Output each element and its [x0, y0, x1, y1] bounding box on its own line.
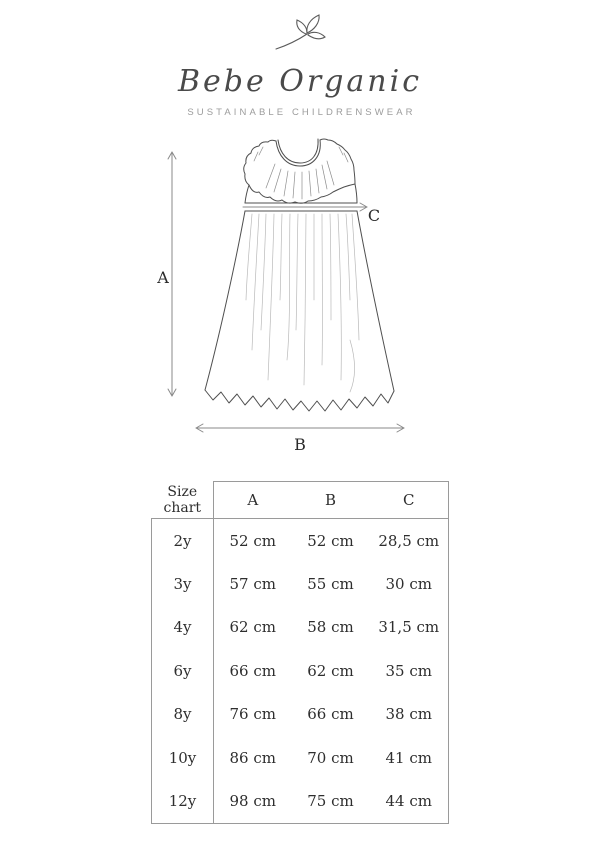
table-row	[152, 780, 449, 824]
table-row	[152, 562, 449, 606]
brand-tagline: SUSTAINABLE CHILDRENSWEAR	[187, 107, 416, 118]
size-label: 2y	[152, 519, 214, 563]
table-row	[152, 736, 449, 780]
measurement-c: 28,5 cm	[370, 519, 449, 563]
measurement-a: 76 cm	[229, 705, 276, 724]
measurement-a: 52 cm	[229, 531, 276, 550]
measurement-b: 70 cm	[307, 748, 354, 767]
table-row	[152, 606, 449, 650]
size-label: 12y	[152, 780, 214, 824]
measurement-arrow-a	[156, 152, 176, 396]
measurement-a: 86 cm	[229, 748, 276, 767]
measurement-a: 57 cm	[229, 574, 276, 593]
table-row	[152, 693, 449, 737]
measurement-arrow-c	[243, 203, 380, 225]
table-header-row	[152, 482, 449, 519]
size-label: 6y	[152, 649, 214, 693]
sprig-leaf-icon	[272, 12, 328, 54]
measurement-c: 38 cm	[370, 693, 449, 737]
measurement-b: 62 cm	[307, 661, 354, 680]
size-label: 8y	[152, 693, 214, 737]
measurement-b: 66 cm	[307, 705, 354, 724]
size-label: 4y	[152, 606, 214, 650]
brand-header	[0, 12, 600, 118]
table-row	[152, 649, 449, 693]
measurement-a: 66 cm	[229, 661, 276, 680]
measurement-a: 98 cm	[214, 780, 292, 824]
measurement-c: 30 cm	[370, 562, 449, 606]
measurement-b: 75 cm	[292, 780, 370, 824]
measurement-label-b: B	[294, 435, 306, 454]
dress-illustration	[205, 139, 394, 411]
size-label: 10y	[152, 736, 214, 780]
measurement-a: 62 cm	[229, 618, 276, 637]
measurement-label-c: C	[367, 206, 381, 225]
measurement-c: 44 cm	[370, 780, 449, 824]
measurement-label-a: A	[157, 268, 169, 287]
column-header-a: A	[214, 482, 292, 519]
size-chart-corner-label: Size chart	[152, 482, 214, 519]
measurement-b: 58 cm	[307, 618, 354, 637]
measurement-arrow-b	[196, 424, 404, 454]
size-chart-table	[151, 481, 449, 824]
measurement-c: 35 cm	[370, 649, 449, 693]
table-row	[152, 519, 449, 563]
column-header-b: B	[292, 482, 370, 519]
dress-measurement-diagram	[0, 130, 600, 465]
measurement-b: 52 cm	[307, 531, 354, 550]
brand-name: Bebe Organic	[177, 64, 423, 99]
measurement-c: 41 cm	[370, 736, 449, 780]
measurement-c: 31,5 cm	[370, 606, 449, 650]
measurement-b: 55 cm	[307, 574, 354, 593]
size-label: 3y	[152, 562, 214, 606]
column-header-c: C	[370, 482, 449, 519]
